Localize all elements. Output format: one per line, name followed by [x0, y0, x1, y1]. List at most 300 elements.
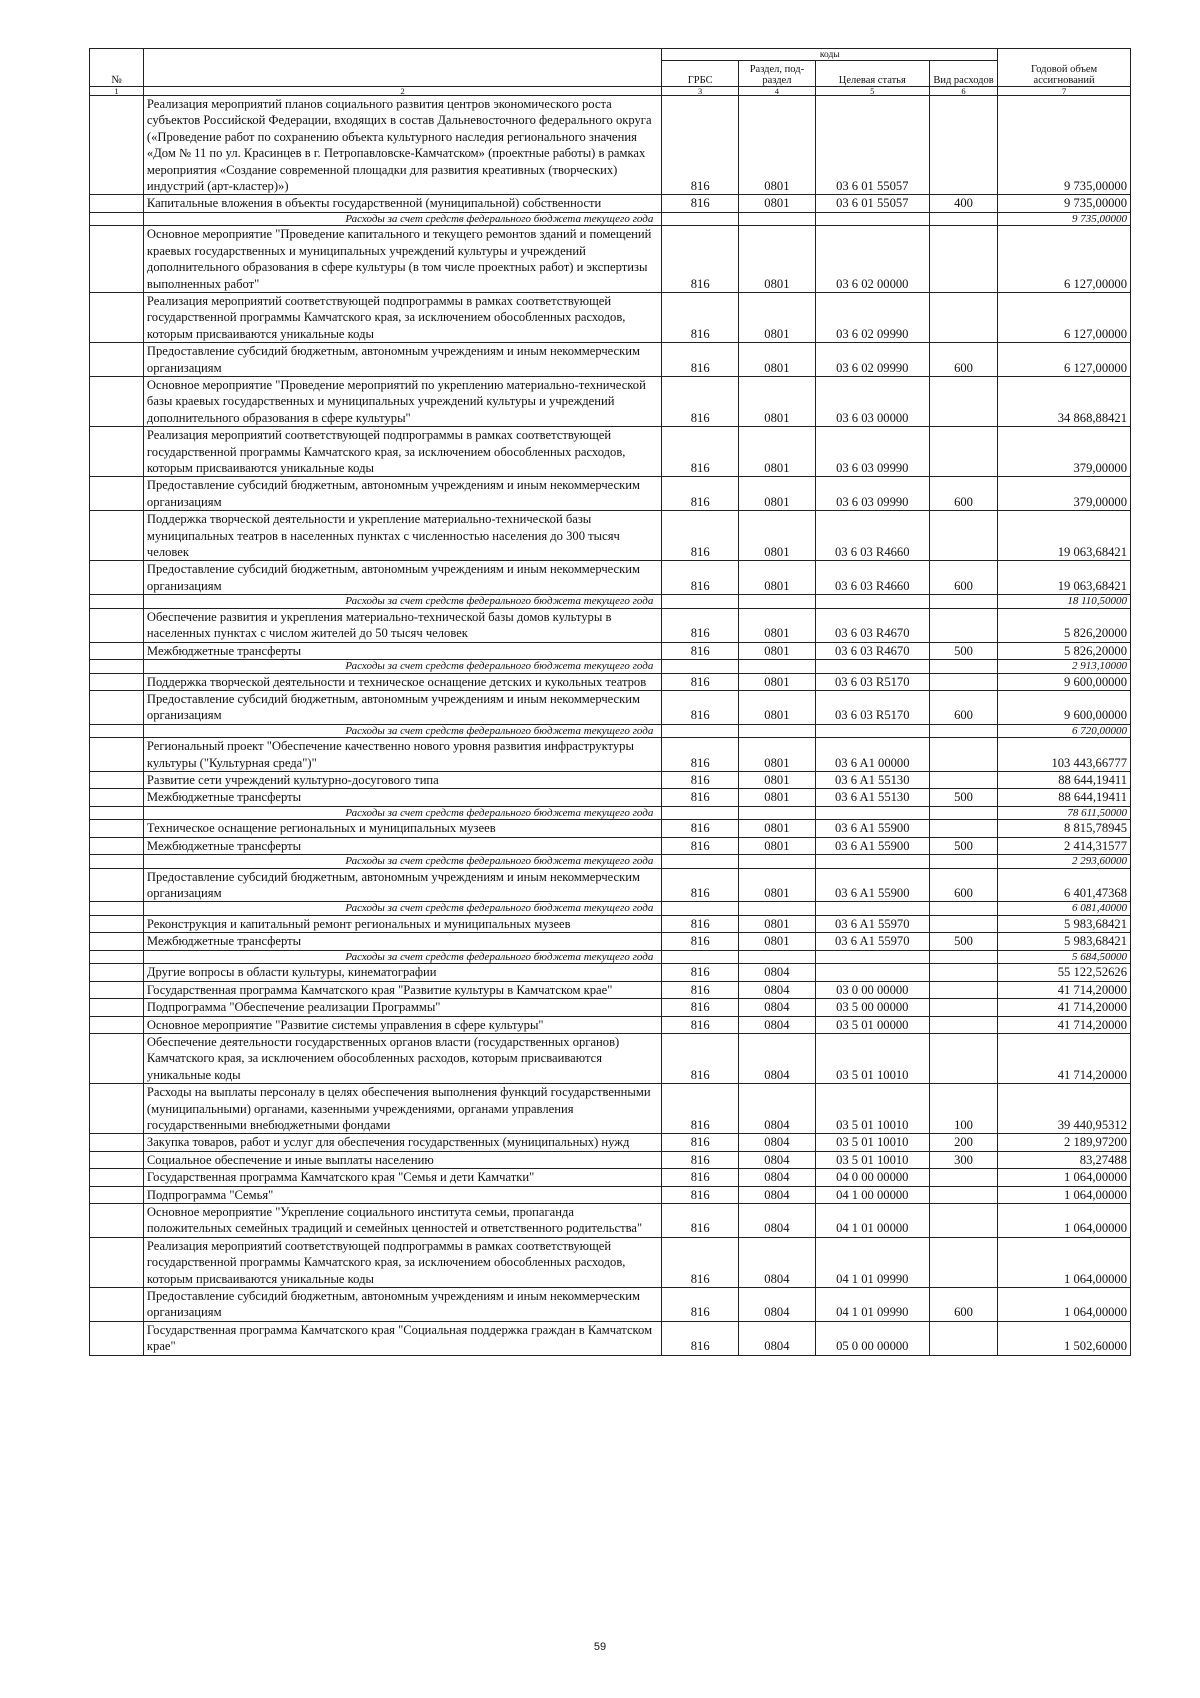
- cell-amount: 88 644,19411: [998, 789, 1131, 806]
- cell-grbs: [662, 855, 739, 869]
- cell-vid: [929, 806, 997, 820]
- cell-razdel: [739, 902, 816, 916]
- cell-razdel: 0801: [739, 343, 816, 377]
- cell-num: [90, 673, 144, 690]
- cell-grbs: 816: [662, 96, 739, 195]
- cell-razdel: [739, 855, 816, 869]
- cell-num: [90, 902, 144, 916]
- cell-target: 03 6 02 09990: [815, 292, 929, 342]
- cell-target: 03 5 01 00000: [815, 1016, 929, 1033]
- cell-grbs: [662, 902, 739, 916]
- cell-num: [90, 608, 144, 642]
- cell-vid: [929, 226, 997, 293]
- cell-target: 03 5 01 10010: [815, 1033, 929, 1083]
- table-row: [90, 427, 1131, 477]
- cell-name: Расходы на выплаты персоналу в целях обеспечения выполнения функций государственными (муниципальными) органами, казенными учреждениями, органами управления государственными внебюджетными фондами: [143, 1084, 661, 1134]
- cell-name: Основное мероприятие "Укрепление социального института семьи, пропаганда положительных семейных традиций и семейных ценностей и ответственного родительства": [143, 1203, 661, 1237]
- cell-vid: 600: [929, 343, 997, 377]
- table-row: [90, 292, 1131, 342]
- cell-razdel: 0801: [739, 738, 816, 772]
- cell-num: [90, 212, 144, 226]
- cell-num: [90, 511, 144, 561]
- cell-num: [90, 837, 144, 854]
- table-row: [90, 608, 1131, 642]
- cell-amount: 2 189,97200: [998, 1134, 1131, 1151]
- federal-budget-row: [90, 855, 1131, 869]
- cell-razdel: 0804: [739, 1288, 816, 1322]
- table-row: [90, 820, 1131, 837]
- cell-vid: [929, 1203, 997, 1237]
- cell-num: [90, 1016, 144, 1033]
- cell-razdel: [739, 724, 816, 738]
- cell-grbs: 816: [662, 195, 739, 212]
- cell-vid: [929, 1321, 997, 1355]
- cell-razdel: [739, 660, 816, 674]
- cell-vid: 400: [929, 195, 997, 212]
- cell-num: [90, 427, 144, 477]
- cell-amount: 1 064,00000: [998, 1237, 1131, 1287]
- cell-grbs: 816: [662, 477, 739, 511]
- cell-target: 03 6 A1 00000: [815, 738, 929, 772]
- cell-razdel: 0801: [739, 690, 816, 724]
- cell-grbs: 816: [662, 690, 739, 724]
- cell-vid: [929, 772, 997, 789]
- cell-target: [815, 806, 929, 820]
- cell-target: 03 5 00 00000: [815, 999, 929, 1016]
- cell-razdel: 0804: [739, 1169, 816, 1186]
- header-num: №: [90, 49, 144, 87]
- cell-name: Межбюджетные трансферты: [143, 837, 661, 854]
- header-target: Целевая статья: [815, 61, 929, 87]
- header-colnum: 2: [143, 87, 661, 96]
- cell-grbs: [662, 724, 739, 738]
- cell-target: [815, 595, 929, 609]
- cell-num: [90, 868, 144, 902]
- table-row: [90, 1186, 1131, 1203]
- cell-target: [815, 212, 929, 226]
- cell-razdel: 0804: [739, 964, 816, 981]
- cell-grbs: 816: [662, 1151, 739, 1168]
- table-row: [90, 915, 1131, 932]
- cell-vid: [929, 724, 997, 738]
- cell-target: 03 0 00 00000: [815, 981, 929, 998]
- cell-name: Реализация мероприятий планов социального развития центров экономического роста субъектов Российской Федерации, входящих в состав Дальневосточного федерального округа («Проведение работ по сохранению объекта культурного наследия регионального значения «Дом № 11 по ул. Красинцев в г. Петропавловске-Камчатском» (проектные работы) в рамках мероприятия «Создание современной площадки для развития креативных (творческих) индустрий (арт-кластер)»): [143, 96, 661, 195]
- federal-budget-row: [90, 595, 1131, 609]
- table-row: [90, 477, 1131, 511]
- cell-vid: [929, 212, 997, 226]
- cell-razdel: 0804: [739, 1321, 816, 1355]
- table-body: [90, 96, 1131, 1356]
- cell-name: Обеспечение развития и укрепления материально-технической базы домов культуры в населенных пунктах с числом жителей до 50 тысяч человек: [143, 608, 661, 642]
- cell-target: 03 6 03 R4660: [815, 511, 929, 561]
- cell-vid: 600: [929, 690, 997, 724]
- cell-vid: 500: [929, 642, 997, 659]
- cell-razdel: 0801: [739, 642, 816, 659]
- cell-num: [90, 855, 144, 869]
- cell-name: Расходы за счет средств федерального бюджета текущего года: [143, 950, 661, 964]
- cell-razdel: 0801: [739, 292, 816, 342]
- cell-grbs: 816: [662, 933, 739, 950]
- cell-num: [90, 477, 144, 511]
- cell-grbs: 816: [662, 226, 739, 293]
- cell-name: Предоставление субсидий бюджетным, автономным учреждениям и иным некоммерческим организациям: [143, 690, 661, 724]
- cell-name: Другие вопросы в области культуры, кинематографии: [143, 964, 661, 981]
- cell-target: 03 6 02 00000: [815, 226, 929, 293]
- cell-grbs: 816: [662, 511, 739, 561]
- cell-razdel: 0804: [739, 999, 816, 1016]
- cell-vid: [929, 377, 997, 427]
- cell-razdel: 0801: [739, 96, 816, 195]
- cell-razdel: 0801: [739, 608, 816, 642]
- table-row: [90, 1288, 1131, 1322]
- cell-vid: [929, 915, 997, 932]
- cell-vid: 100: [929, 1084, 997, 1134]
- cell-grbs: 816: [662, 820, 739, 837]
- table-row: [90, 1321, 1131, 1355]
- cell-grbs: [662, 806, 739, 820]
- federal-budget-row: [90, 660, 1131, 674]
- cell-vid: [929, 855, 997, 869]
- cell-grbs: 816: [662, 377, 739, 427]
- cell-target: 03 6 03 R4660: [815, 561, 929, 595]
- cell-grbs: 816: [662, 1169, 739, 1186]
- cell-vid: 500: [929, 933, 997, 950]
- budget-sheet: [89, 48, 1131, 1356]
- cell-razdel: 0804: [739, 1237, 816, 1287]
- cell-vid: 500: [929, 789, 997, 806]
- header-annual: Годовой объем ассигнований: [998, 49, 1131, 87]
- cell-num: [90, 642, 144, 659]
- cell-amount: 5 983,68421: [998, 915, 1131, 932]
- cell-grbs: 816: [662, 964, 739, 981]
- table-row: [90, 1169, 1131, 1186]
- table-row: [90, 642, 1131, 659]
- cell-amount: 19 063,68421: [998, 511, 1131, 561]
- table-row: [90, 933, 1131, 950]
- cell-amount: 6 401,47368: [998, 868, 1131, 902]
- cell-amount: 103 443,66777: [998, 738, 1131, 772]
- cell-amount: 55 122,52626: [998, 964, 1131, 981]
- cell-name: Поддержка творческой деятельности и укрепление материально-технической базы муниципальных театров в населенных пунктах с численностью населения до 300 тысяч человек: [143, 511, 661, 561]
- cell-num: [90, 1186, 144, 1203]
- cell-vid: 600: [929, 868, 997, 902]
- table-row: [90, 96, 1131, 195]
- cell-grbs: 816: [662, 837, 739, 854]
- cell-vid: 500: [929, 837, 997, 854]
- cell-name: Реконструкция и капитальный ремонт региональных и муниципальных музеев: [143, 915, 661, 932]
- cell-amount: 1 064,00000: [998, 1169, 1131, 1186]
- cell-name: Подпрограмма "Семья": [143, 1186, 661, 1203]
- cell-target: 04 1 01 09990: [815, 1288, 929, 1322]
- cell-num: [90, 1203, 144, 1237]
- cell-amount: 18 110,50000: [998, 595, 1131, 609]
- table-header: [90, 49, 1131, 96]
- cell-vid: [929, 950, 997, 964]
- cell-vid: [929, 660, 997, 674]
- cell-grbs: 816: [662, 561, 739, 595]
- cell-vid: [929, 820, 997, 837]
- cell-vid: [929, 292, 997, 342]
- cell-amount: 1 064,00000: [998, 1203, 1131, 1237]
- cell-vid: [929, 981, 997, 998]
- cell-grbs: 816: [662, 999, 739, 1016]
- cell-grbs: 816: [662, 915, 739, 932]
- cell-razdel: [739, 595, 816, 609]
- cell-amount: 6 127,00000: [998, 343, 1131, 377]
- cell-target: [815, 660, 929, 674]
- cell-num: [90, 1084, 144, 1134]
- cell-amount: 379,00000: [998, 477, 1131, 511]
- cell-target: 03 6 03 R5170: [815, 673, 929, 690]
- cell-num: [90, 96, 144, 195]
- cell-num: [90, 1033, 144, 1083]
- cell-name: Расходы за счет средств федерального бюджета текущего года: [143, 806, 661, 820]
- cell-num: [90, 195, 144, 212]
- cell-num: [90, 1321, 144, 1355]
- cell-razdel: 0804: [739, 1033, 816, 1083]
- header-colnum: 5: [815, 87, 929, 96]
- cell-target: [815, 724, 929, 738]
- table-row: [90, 1084, 1131, 1134]
- cell-num: [90, 738, 144, 772]
- cell-num: [90, 343, 144, 377]
- cell-vid: [929, 1169, 997, 1186]
- cell-razdel: 0801: [739, 772, 816, 789]
- table-row: [90, 964, 1131, 981]
- cell-vid: [929, 738, 997, 772]
- cell-name: Реализация мероприятий соответствующей подпрограммы в рамках соответствующей государственной программы Камчатского края, за исключением обособленных расходов, которым присваиваются уникальные коды: [143, 1237, 661, 1287]
- table-row: [90, 1203, 1131, 1237]
- cell-razdel: 0804: [739, 981, 816, 998]
- cell-num: [90, 690, 144, 724]
- cell-target: 04 0 00 00000: [815, 1169, 929, 1186]
- cell-name: Расходы за счет средств федерального бюджета текущего года: [143, 595, 661, 609]
- table-row: [90, 195, 1131, 212]
- cell-num: [90, 981, 144, 998]
- cell-num: [90, 1134, 144, 1151]
- cell-target: 03 6 A1 55900: [815, 868, 929, 902]
- header-razdel: Раздел, под-раздел: [739, 61, 816, 87]
- header-colnum: 3: [662, 87, 739, 96]
- header-colnum: 1: [90, 87, 144, 96]
- cell-razdel: 0801: [739, 933, 816, 950]
- table-row: [90, 999, 1131, 1016]
- cell-grbs: 816: [662, 1321, 739, 1355]
- cell-grbs: 816: [662, 1203, 739, 1237]
- cell-vid: [929, 999, 997, 1016]
- cell-target: 03 6 01 55057: [815, 96, 929, 195]
- cell-name: Обеспечение деятельности государственных органов власти (государственных органов) Камчатского края, за исключением обособленных расходов, которым присваиваются уникальные коды: [143, 1033, 661, 1083]
- cell-razdel: 0804: [739, 1016, 816, 1033]
- header-grbs: ГРБС: [662, 61, 739, 87]
- cell-name: Государственная программа Камчатского края "Развитие культуры в Камчатском крае": [143, 981, 661, 998]
- cell-num: [90, 964, 144, 981]
- cell-target: 03 5 01 10010: [815, 1084, 929, 1134]
- cell-vid: [929, 427, 997, 477]
- table-row: [90, 226, 1131, 293]
- cell-razdel: 0801: [739, 195, 816, 212]
- cell-grbs: 816: [662, 1237, 739, 1287]
- budget-table: [89, 48, 1131, 1356]
- cell-vid: [929, 1237, 997, 1287]
- cell-target: 03 6 A1 55970: [815, 915, 929, 932]
- header-codes: коды: [662, 49, 998, 61]
- cell-target: [815, 964, 929, 981]
- cell-grbs: 816: [662, 789, 739, 806]
- cell-amount: 39 440,95312: [998, 1084, 1131, 1134]
- cell-amount: 2 913,10000: [998, 660, 1131, 674]
- cell-grbs: 816: [662, 642, 739, 659]
- federal-budget-row: [90, 902, 1131, 916]
- cell-grbs: [662, 660, 739, 674]
- cell-target: 03 6 A1 55130: [815, 772, 929, 789]
- federal-budget-row: [90, 724, 1131, 738]
- cell-vid: [929, 96, 997, 195]
- cell-grbs: 816: [662, 1288, 739, 1322]
- cell-grbs: 816: [662, 427, 739, 477]
- cell-vid: [929, 1016, 997, 1033]
- table-row: [90, 1016, 1131, 1033]
- cell-num: [90, 999, 144, 1016]
- cell-grbs: 816: [662, 1033, 739, 1083]
- cell-grbs: [662, 950, 739, 964]
- cell-name: Предоставление субсидий бюджетным, автономным учреждениям и иным некоммерческим организациям: [143, 477, 661, 511]
- cell-razdel: 0801: [739, 837, 816, 854]
- table-row: [90, 1033, 1131, 1083]
- table-row: [90, 789, 1131, 806]
- cell-grbs: 816: [662, 292, 739, 342]
- cell-amount: 1 502,60000: [998, 1321, 1131, 1355]
- cell-num: [90, 933, 144, 950]
- cell-num: [90, 561, 144, 595]
- cell-amount: 34 868,88421: [998, 377, 1131, 427]
- cell-target: 03 6 01 55057: [815, 195, 929, 212]
- cell-target: 03 6 03 09990: [815, 427, 929, 477]
- cell-grbs: 816: [662, 1134, 739, 1151]
- cell-amount: 6 127,00000: [998, 292, 1131, 342]
- cell-target: [815, 950, 929, 964]
- cell-num: [90, 724, 144, 738]
- cell-num: [90, 377, 144, 427]
- cell-name: Государственная программа Камчатского края "Социальная поддержка граждан в Камчатском крае": [143, 1321, 661, 1355]
- cell-grbs: 816: [662, 343, 739, 377]
- cell-target: 03 5 01 10010: [815, 1134, 929, 1151]
- cell-num: [90, 820, 144, 837]
- table-row: [90, 377, 1131, 427]
- cell-razdel: 0801: [739, 477, 816, 511]
- cell-amount: 83,27488: [998, 1151, 1131, 1168]
- cell-num: [90, 915, 144, 932]
- cell-amount: 19 063,68421: [998, 561, 1131, 595]
- cell-amount: 6 127,00000: [998, 226, 1131, 293]
- table-row: [90, 1151, 1131, 1168]
- cell-num: [90, 772, 144, 789]
- cell-name: Межбюджетные трансферты: [143, 642, 661, 659]
- cell-amount: 1 064,00000: [998, 1186, 1131, 1203]
- federal-budget-row: [90, 806, 1131, 820]
- header-colnum: 4: [739, 87, 816, 96]
- cell-name: Поддержка творческой деятельности и техническое оснащение детских и кукольных театров: [143, 673, 661, 690]
- cell-name: Межбюджетные трансферты: [143, 789, 661, 806]
- cell-target: 03 6 A1 55900: [815, 837, 929, 854]
- cell-grbs: [662, 595, 739, 609]
- cell-amount: 41 714,20000: [998, 981, 1131, 998]
- cell-grbs: 816: [662, 738, 739, 772]
- cell-vid: [929, 673, 997, 690]
- cell-target: 03 5 01 10010: [815, 1151, 929, 1168]
- cell-num: [90, 1169, 144, 1186]
- cell-num: [90, 1237, 144, 1287]
- table-row: [90, 772, 1131, 789]
- cell-vid: [929, 595, 997, 609]
- cell-num: [90, 226, 144, 293]
- cell-amount: 41 714,20000: [998, 999, 1131, 1016]
- cell-razdel: 0801: [739, 673, 816, 690]
- cell-target: 03 6 03 R4670: [815, 608, 929, 642]
- cell-name: Расходы за счет средств федерального бюджета текущего года: [143, 902, 661, 916]
- cell-target: 05 0 00 00000: [815, 1321, 929, 1355]
- cell-amount: 9 735,00000: [998, 195, 1131, 212]
- table-row: [90, 868, 1131, 902]
- cell-target: 04 1 00 00000: [815, 1186, 929, 1203]
- cell-amount: 2 414,31577: [998, 837, 1131, 854]
- table-row: [90, 511, 1131, 561]
- cell-grbs: 816: [662, 1186, 739, 1203]
- cell-amount: 379,00000: [998, 427, 1131, 477]
- cell-vid: [929, 902, 997, 916]
- cell-target: 04 1 01 09990: [815, 1237, 929, 1287]
- cell-grbs: 816: [662, 608, 739, 642]
- cell-amount: 9 735,00000: [998, 212, 1131, 226]
- cell-name: Предоставление субсидий бюджетным, автономным учреждениям и иным некоммерческим организациям: [143, 868, 661, 902]
- federal-budget-row: [90, 212, 1131, 226]
- cell-vid: 600: [929, 561, 997, 595]
- cell-target: 03 6 03 R4670: [815, 642, 929, 659]
- table-row: [90, 837, 1131, 854]
- cell-vid: [929, 608, 997, 642]
- cell-name: Расходы за счет средств федерального бюджета текущего года: [143, 212, 661, 226]
- cell-name: Государственная программа Камчатского края "Семья и дети Камчатки": [143, 1169, 661, 1186]
- cell-name: Основное мероприятие "Развитие системы управления в сфере культуры": [143, 1016, 661, 1033]
- cell-razdel: 0804: [739, 1134, 816, 1151]
- cell-target: 03 6 02 09990: [815, 343, 929, 377]
- cell-num: [90, 806, 144, 820]
- cell-target: 03 6 03 09990: [815, 477, 929, 511]
- cell-name: Реализация мероприятий соответствующей подпрограммы в рамках соответствующей государственной программы Камчатского края, за исключением обособленных расходов, которым присваиваются уникальные коды: [143, 292, 661, 342]
- cell-amount: 41 714,20000: [998, 1016, 1131, 1033]
- cell-num: [90, 660, 144, 674]
- cell-target: [815, 855, 929, 869]
- table-row: [90, 343, 1131, 377]
- cell-target: 03 6 03 R5170: [815, 690, 929, 724]
- cell-razdel: 0801: [739, 915, 816, 932]
- cell-amount: 78 611,50000: [998, 806, 1131, 820]
- cell-amount: 1 064,00000: [998, 1288, 1131, 1322]
- cell-grbs: 816: [662, 772, 739, 789]
- cell-target: 03 6 03 00000: [815, 377, 929, 427]
- cell-target: [815, 902, 929, 916]
- cell-vid: [929, 511, 997, 561]
- cell-amount: 9 600,00000: [998, 690, 1131, 724]
- cell-razdel: 0804: [739, 1203, 816, 1237]
- cell-grbs: 816: [662, 868, 739, 902]
- cell-razdel: [739, 950, 816, 964]
- cell-razdel: 0804: [739, 1084, 816, 1134]
- cell-name: Основное мероприятие "Проведение мероприятий по укреплению материально-технической базы краевых государственных и муниципальных учреждений культуры и учреждений дополнительного образования в сфере культуры": [143, 377, 661, 427]
- cell-name: Предоставление субсидий бюджетным, автономным учреждениям и иным некоммерческим организациям: [143, 343, 661, 377]
- cell-grbs: 816: [662, 981, 739, 998]
- cell-name: Социальное обеспечение и иные выплаты населению: [143, 1151, 661, 1168]
